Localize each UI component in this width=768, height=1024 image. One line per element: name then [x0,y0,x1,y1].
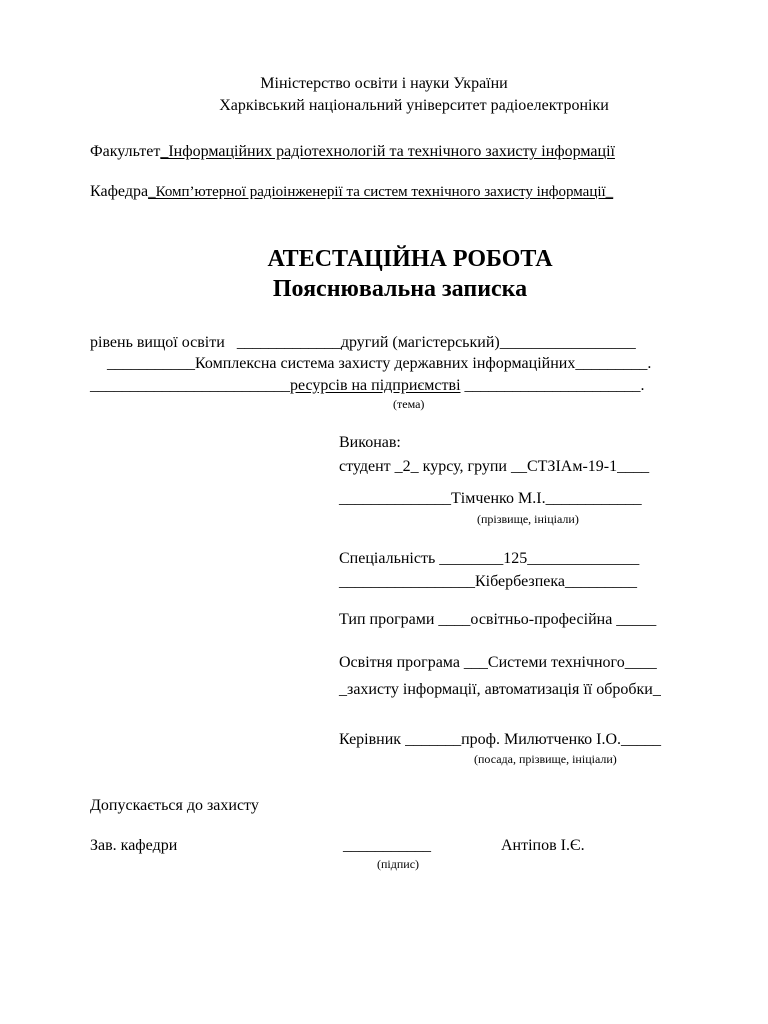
supervisor-line: Керівник _______проф. Милютченко І.О._____ [339,731,662,748]
topic-line-2-suffix: ______________________. [464,377,645,394]
faculty-value: _Інформаційних радіотехнологій та технічного захисту інформації [160,143,615,160]
level-label: рівень вищої освіти [90,334,225,351]
specialty-line-2: _________________Кібербезпека_________ [339,573,637,590]
university-name: Харківський національний університет радіоелектроніки [219,97,609,114]
head-label: Зав. кафедри [90,837,178,854]
topic-line-2 [90,378,645,394]
topic-line-2-prefix: _________________________ [90,377,290,394]
ministry-name: Міністерство освіти і науки України [260,75,508,92]
level-line [90,335,636,351]
supervisor-caption: (посада, прізвище, ініціали) [474,752,617,766]
head-name: Антіпов І.Є. [501,837,585,854]
document-subtitle: Пояснювальна записка [272,276,528,302]
student-line: студент _2_ курсу, групи __СТЗІАм-19-1____ [339,458,650,475]
faculty-label: Факультет [90,143,161,160]
topic-line-1: ___________Комплексна система захисту державних інформаційних_________. [107,355,652,372]
department-line [90,184,613,200]
department-label: Кафедра [90,183,149,200]
document-title: АТЕСТАЦІЙНА РОБОТА [267,246,553,272]
level-value: _____________другий (магістерський)_________________ [236,334,636,351]
student-name-line: ______________Тімченко М.І.____________ [339,490,642,507]
signature-line: ___________ [343,837,431,854]
admission-text: Допускається до захисту [90,797,259,814]
program-type-line: Тип програми ____освітньо-професійна _____ [339,611,657,628]
topic-caption: (тема) [393,397,425,411]
performer-label: Виконав: [339,434,401,451]
edu-program-line-2: _захисту інформації, автоматизація її обробки_ [339,681,661,698]
topic-line-2-value: ресурсів на підприємстві [290,377,461,394]
specialty-line-1: Спеціальність ________125______________ [339,550,640,567]
signature-caption: (підпис) [377,857,420,871]
edu-program-line-1: Освітня програма ___Системи технічного____ [339,654,657,671]
faculty-line [90,144,615,160]
student-name-caption: (прізвище, ініціали) [477,512,579,526]
department-value: _Комп’ютерної радіоінженерії та систем технічного захисту інформації_ [148,184,614,200]
